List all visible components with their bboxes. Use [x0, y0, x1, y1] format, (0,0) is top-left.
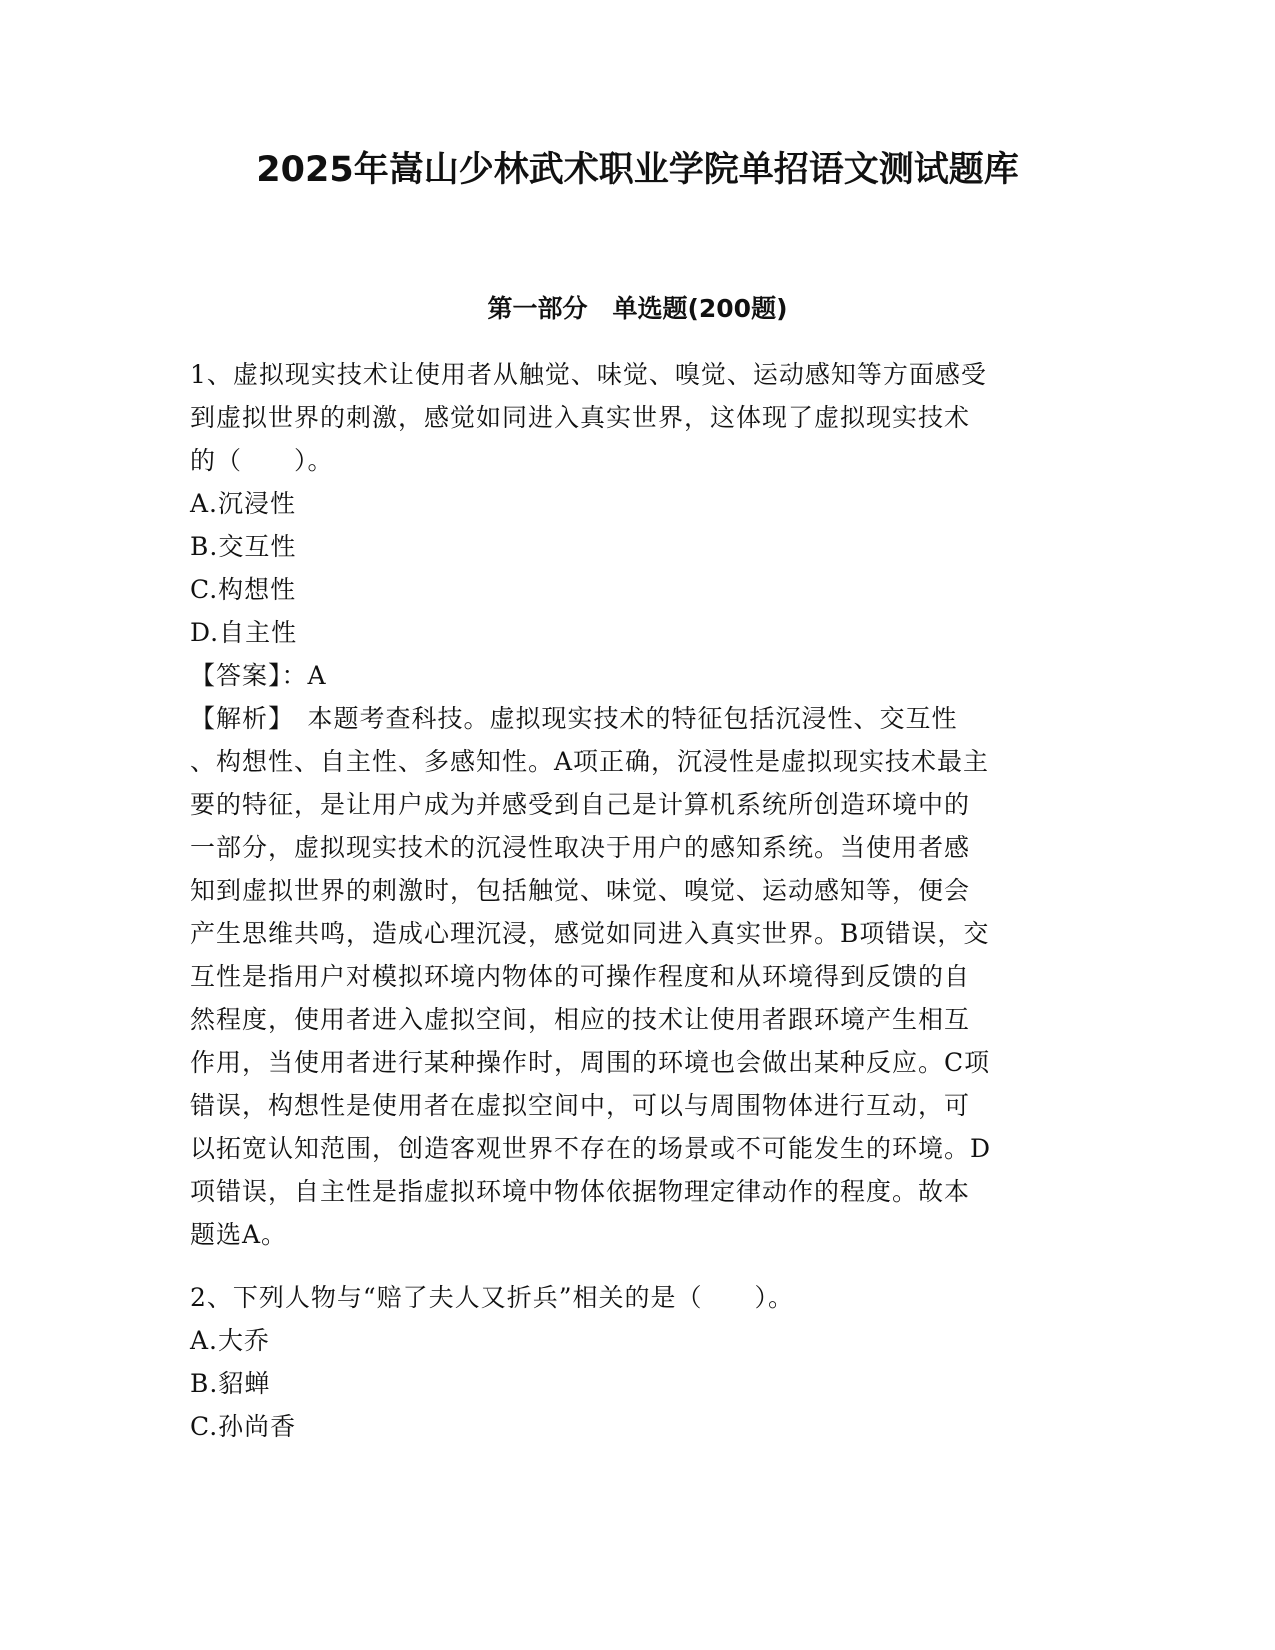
question-2	[190, 1276, 1090, 1448]
analysis-line: 要的特征，是让用户成为并感受到自己是计算机系统所创造环境中的	[190, 790, 971, 819]
question-1	[190, 353, 1090, 1256]
analysis-line: 项错误，自主性是指虚拟环境中物体依据物理定律动作的程度。故本	[190, 1177, 971, 1206]
analysis-line: 知到虚拟世界的刺激时，包括触觉、味觉、嗅觉、运动感知等，便会	[190, 876, 971, 905]
document-title: 2025年嵩山少林武术职业学院单招语文测试题库	[256, 150, 1019, 190]
option-c: C.构想性	[190, 575, 297, 604]
analysis-line: 然程度，使用者进入虚拟空间，相应的技术让使用者跟环境产生相互	[190, 1005, 971, 1034]
analysis-line: 产生思维共鸣，造成心理沉浸，感觉如同进入真实世界。B项错误，交	[190, 919, 990, 948]
question-stem-line: 到虚拟世界的刺激，感觉如同进入真实世界，这体现了虚拟现实技术	[190, 403, 971, 432]
answer-label: 【答案】：	[190, 661, 308, 690]
option-a: A.大乔	[190, 1326, 271, 1355]
analysis-line: 一部分，虚拟现实技术的沉浸性取决于用户的感知系统。当使用者感	[190, 833, 971, 862]
question-stem-line: 1、虚拟现实技术让使用者从触觉、味觉、嗅觉、运动感知等方面感受	[190, 360, 987, 389]
analysis-line: 以拓宽认知范围，创造客观世界不存在的场景或不可能发生的环境。D	[190, 1134, 992, 1163]
question-stem-line: 2、下列人物与“赔了夫人又折兵”相关的是（ ）。	[190, 1283, 794, 1312]
question-stem-line: 的（ ）。	[190, 446, 334, 475]
option-a: A.沉浸性	[190, 489, 297, 518]
option-d: D.自主性	[190, 618, 298, 647]
option-c: C.孙尚香	[190, 1412, 297, 1441]
analysis-line: 互性是指用户对模拟环境内物体的可操作程度和从环境得到反馈的自	[190, 962, 971, 991]
option-b: B.貂蝉	[190, 1369, 271, 1398]
analysis-text: 本题考查科技。虚拟现实技术的特征包括沉浸性、交互性	[281, 704, 958, 733]
analysis-label: 【解析】	[190, 704, 282, 733]
analysis-line: 错误，构想性是使用者在虚拟空间中，可以与周围物体进行互动，可	[190, 1091, 971, 1120]
analysis-line: 、构想性、自主性、多感知性。A项正确，沉浸性是虚拟现实技术最主	[190, 747, 990, 776]
analysis-line: 题选A。	[190, 1220, 288, 1249]
answer-line	[190, 654, 1090, 697]
analysis-line: 作用，当使用者进行某种操作时，周围的环境也会做出某种反应。C项	[190, 1048, 991, 1077]
option-b: B.交互性	[190, 532, 297, 561]
answer-value: A	[307, 661, 327, 690]
analysis-line	[190, 697, 1090, 740]
section-title: 第一部分 单选题(200题)	[487, 294, 788, 323]
